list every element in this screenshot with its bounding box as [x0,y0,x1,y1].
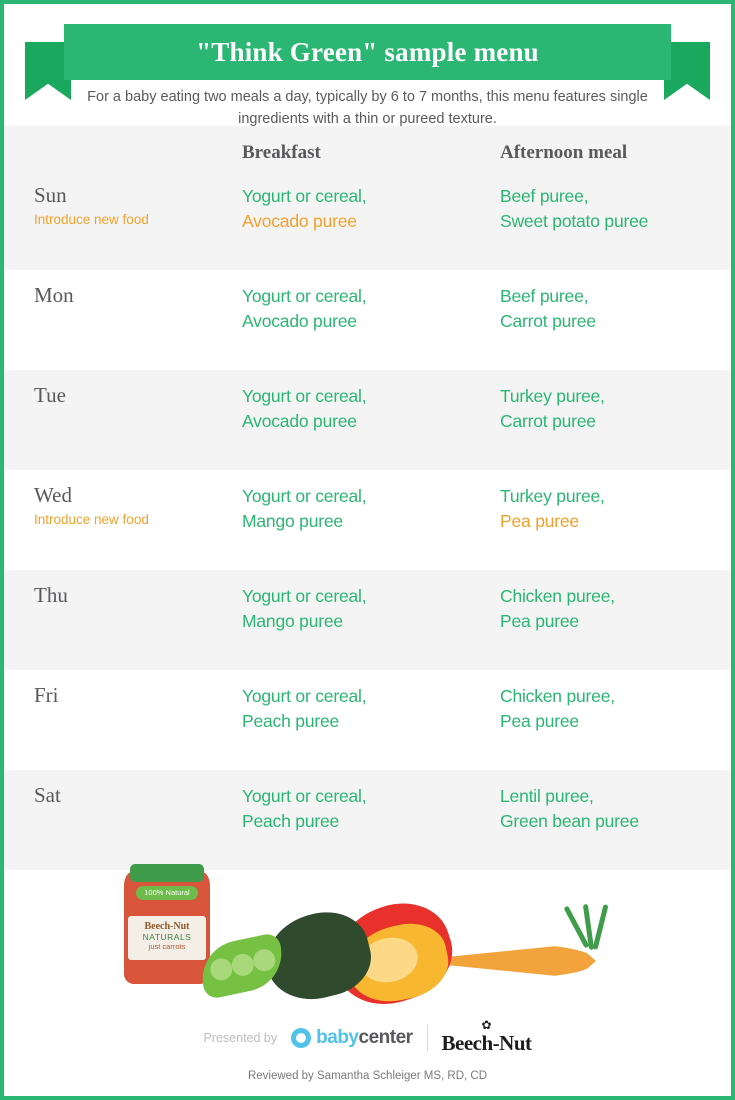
breakfast-line-2: Peach puree [242,811,340,832]
day-cell [4,784,242,812]
title-banner [64,24,671,80]
brand-row [4,1019,731,1056]
leaf-icon [593,904,609,950]
afternoon-line-1: Turkey puree, [500,386,605,406]
logo-divider [427,1025,428,1051]
breakfast-cell [242,684,500,735]
table-row [4,370,731,470]
jar-label [128,916,206,960]
afternoon-cell [500,784,731,835]
babycenter-logo-text [316,1027,412,1049]
header-breakfast: Breakfast [242,142,321,163]
afternoon-line-2: Pea puree [500,611,579,632]
day-label: Fri [34,683,59,707]
babycenter-mark-icon [291,1028,311,1048]
afternoon-line-2: Green bean puree [500,811,639,832]
day-cell [4,684,242,712]
breakfast-line-1: Yogurt or cereal, [242,586,367,606]
breakfast-line-2: Mango puree [242,611,343,632]
breakfast-line-2: Avocado puree [242,411,357,432]
breakfast-cell [242,384,500,435]
afternoon-cell [500,384,731,435]
afternoon-line-1: Turkey puree, [500,486,605,506]
beechnut-logo-text: Beech-Nut [441,1031,532,1055]
afternoon-line-1: Chicken puree, [500,586,615,606]
afternoon-cell [500,284,731,335]
afternoon-line-1: Beef puree, [500,186,589,206]
babycenter-logo[interactable] [291,1027,412,1049]
day-note: Introduce new food [34,512,149,528]
table-header-row [4,126,731,170]
jar-lid-icon [130,864,204,882]
afternoon-line-1: Chicken puree, [500,686,615,706]
reviewed-by-label: Reviewed by Samantha Schleiger MS, RD, CD [247,1070,488,1082]
intro-text: For a baby eating two meals a day, typically by 6 to 7 months, this menu features single ingredients with a thin or pureed texture. [87,89,648,128]
header-afternoon: Afternoon meal [500,142,628,163]
day-label: Sun [34,183,67,207]
breakfast-line-1: Yogurt or cereal, [242,386,367,406]
afternoon-line-2: Carrot puree [500,311,596,332]
day-label: Mon [34,283,74,307]
afternoon-cell [500,184,731,235]
jar-line3-label: just carrots [148,942,186,951]
table-row [4,270,731,370]
afternoon-cell [500,584,731,635]
breakfast-line-1: Yogurt or cereal, [242,486,367,506]
breakfast-cell [242,484,500,535]
food-illustration [4,864,731,1014]
menu-table [4,126,731,870]
afternoon-line-1: Lentil puree, [500,786,594,806]
breakfast-cell [242,784,500,835]
beechnut-logo[interactable] [442,1019,532,1056]
breakfast-line-2: Avocado puree [242,311,357,332]
jar-line2-label: NATURALS [142,932,192,942]
day-label: Tue [34,383,66,407]
breakfast-cell [242,284,500,335]
jar-badge-label: 100% Natural [136,886,198,900]
table-row [4,770,731,870]
babycenter-center-text: center [358,1026,413,1048]
afternoon-cell [500,484,731,535]
breakfast-line-2: Mango puree [242,511,343,532]
breakfast-cell [242,584,500,635]
afternoon-line-2: Pea puree [500,711,579,732]
breakfast-cell [242,184,500,235]
day-cell [4,284,242,312]
afternoon-cell [500,684,731,735]
table-row [4,170,731,270]
table-row [4,670,731,770]
breakfast-line-1: Yogurt or cereal, [242,786,367,806]
sprout-icon: ✿ [481,1018,492,1032]
day-cell [4,384,242,412]
afternoon-line-1: Beef puree, [500,286,589,306]
day-cell [4,484,242,529]
day-label: Sat [34,783,61,807]
table-row [4,570,731,670]
table-row [4,470,731,570]
page-title: "Think Green" sample menu [196,36,539,67]
pea-icon [230,952,256,978]
footer [4,1019,731,1082]
day-note: Introduce new food [34,212,149,228]
jar-brand-label: Beech-Nut [144,921,190,932]
afternoon-line-2: Carrot puree [500,411,596,432]
day-cell [4,184,242,229]
carrot-greens-icon [570,904,614,956]
breakfast-line-1: Yogurt or cereal, [242,186,367,206]
breakfast-line-1: Yogurt or cereal, [242,686,367,706]
day-label: Wed [34,483,72,507]
afternoon-line-2: Pea puree [500,511,579,532]
breakfast-line-1: Yogurt or cereal, [242,286,367,306]
banner-area [4,24,731,128]
day-cell [4,584,242,612]
pea-icon [251,947,277,973]
babycenter-baby-text: baby [316,1026,359,1048]
pea-icon [208,956,234,982]
afternoon-line-2: Sweet potato puree [500,211,649,232]
breakfast-line-2: Avocado puree [242,211,357,232]
day-label: Thu [34,583,68,607]
breakfast-line-2: Peach puree [242,711,340,732]
presented-by-label: Presented by [203,1030,278,1045]
